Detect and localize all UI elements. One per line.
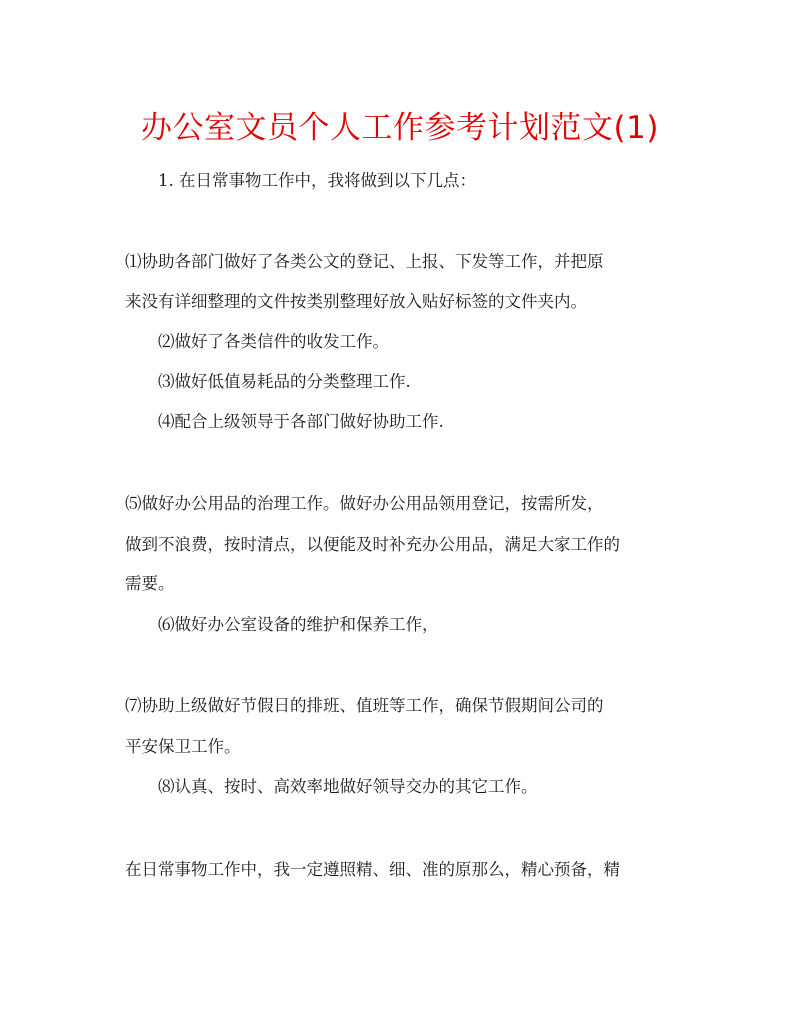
paragraph-line: ⑵做好了各类信件的收发工作。 <box>158 332 389 351</box>
paragraph-line: ⑶做好低值易耗品的分类整理工作. <box>158 372 411 391</box>
paragraph-line: 1. 在日常事物工作中，我将做到以下几点： <box>158 171 476 190</box>
page-title: 办公室文员个人工作参考计划范文(1) <box>141 110 659 146</box>
paragraph-line: 来没有详细整理的文件按类别整理好放入贴好标签的文件夹内。 <box>125 292 587 311</box>
paragraph-line: ⑹做好办公室设备的维护和保养工作， <box>158 615 439 634</box>
paragraph-line: ⑻认真、按时、高效率地做好领导交办的其它工作。 <box>158 777 538 796</box>
paragraph-line: ⑸做好办公用品的治理工作。做好办公用品领用登记，按需所发， <box>125 494 604 513</box>
paragraph-line: 需要。 <box>125 574 175 593</box>
paragraph-line: 做到不浪费，按时清点，以便能及时补充办公用品，满足大家工作的 <box>125 535 620 554</box>
paragraph-line: ⑴协助各部门做好了各类公文的登记、上报、下发等工作，并把原 <box>125 252 604 271</box>
paragraph-line: ⑷配合上级领导于各部门做好协助工作. <box>158 412 444 431</box>
paragraph-line: 平安保卫工作。 <box>125 737 241 756</box>
paragraph-line: ⑺协助上级做好节假日的排班、值班等工作，确保节假期间公司的 <box>125 696 604 715</box>
paragraph-line: 在日常事物工作中，我一定遵照精、细、准的原那么，精心预备，精 <box>125 860 620 879</box>
